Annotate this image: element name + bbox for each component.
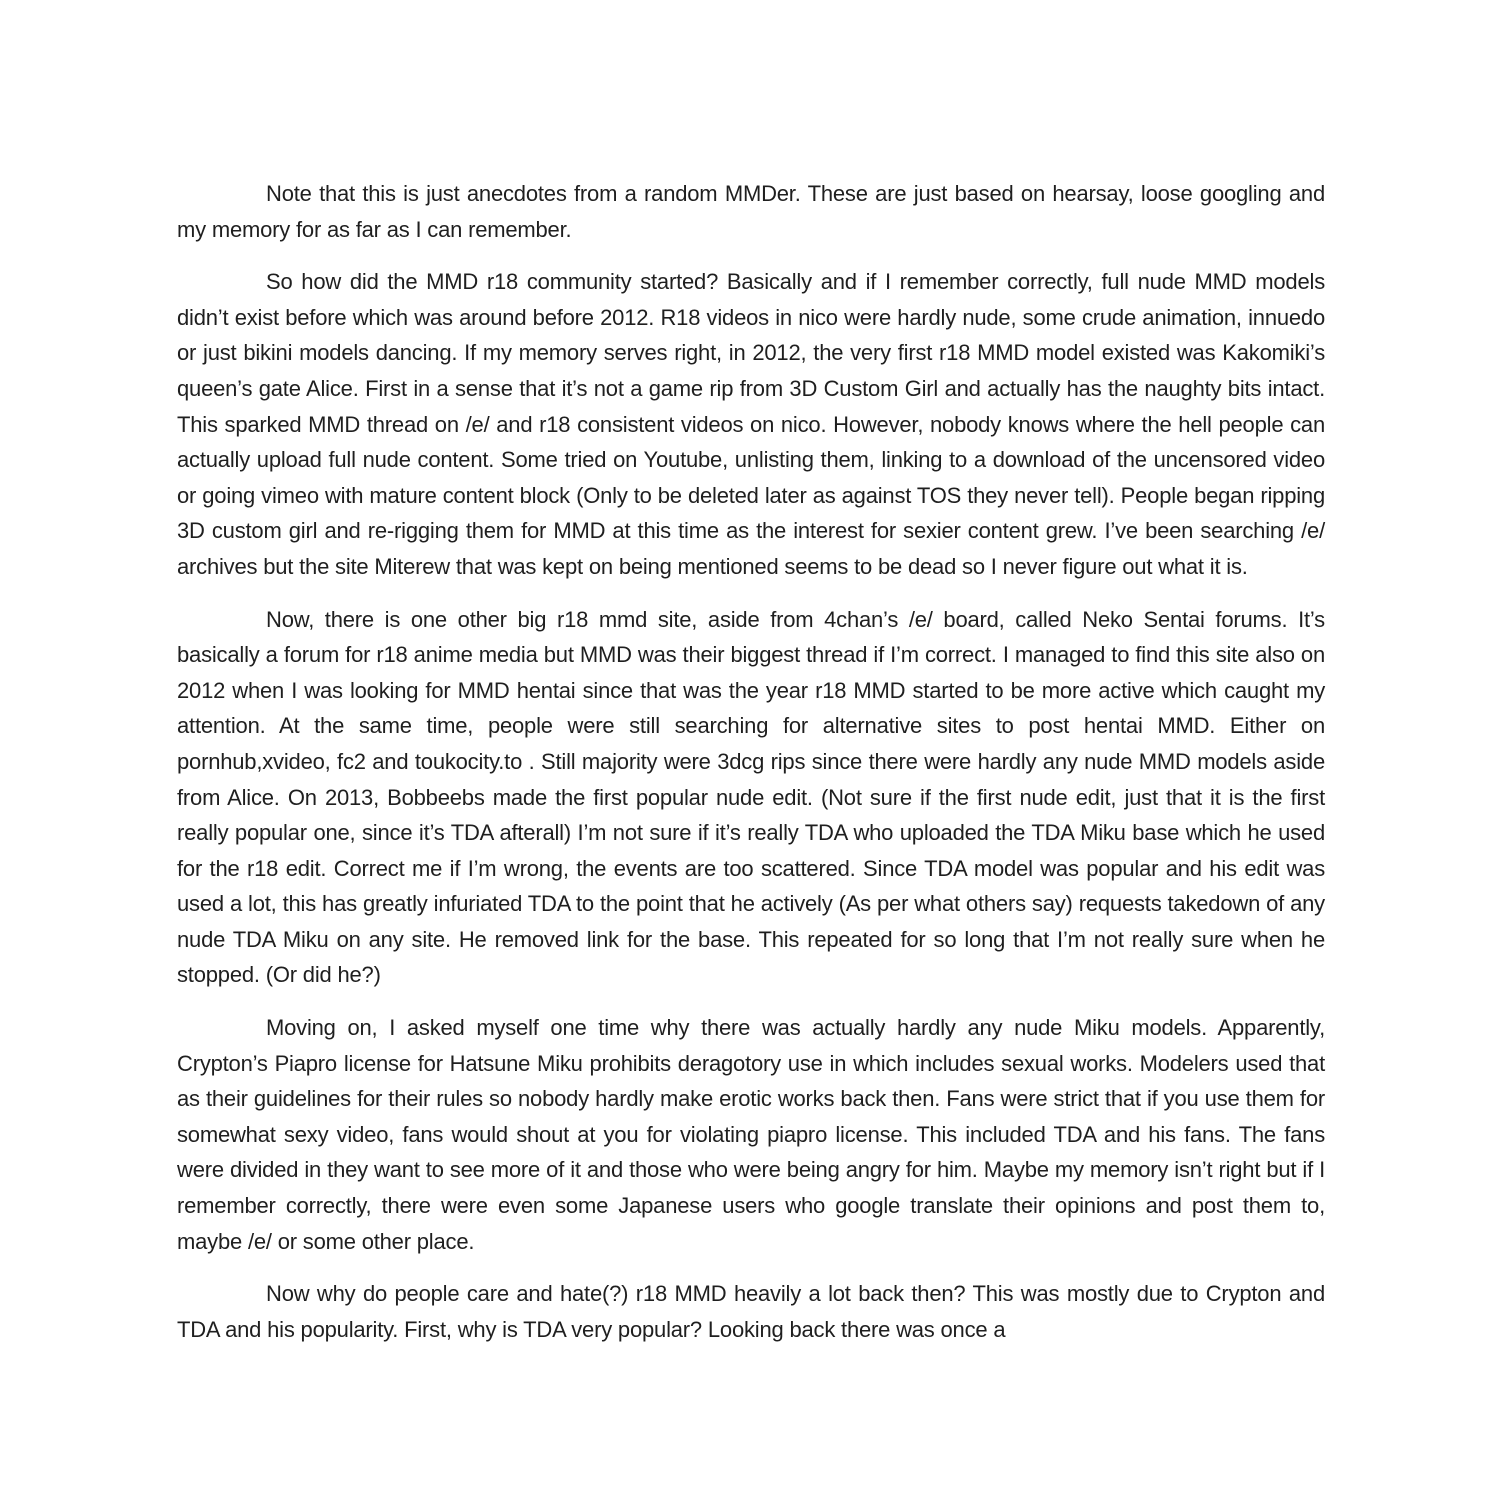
- paragraph-community-origin: So how did the MMD r18 community started? Basically and if I remember correctly, full nude MMD models didn’t exist before which was around before 2012. R18 videos in nico were hardly nude, some crude animation, innuedo or just bikini models dancing. If my memory serves right, in 2012, the very first r18 MMD model existed was Kakomiki’s queen’s gate Alice. First in a sense that it’s not a game rip from 3D Custom Girl and actually has the naughty bits intact. This sparked MMD thread on /e/ and r18 consistent videos on nico. However, nobody knows where the hell people can actually upload full nude content. Some tried on Youtube, unlisting them, linking to a download of the uncensored video or going vimeo with mature content block (Only to be deleted later as against TOS they never tell). People began ripping 3D custom girl and re-rigging them for MMD at this time as the interest for sexier content grew. I’ve been searching /e/ archives but the site Miterew that was kept on being mentioned seems to be dead so I never figure out what it is.: [177, 269, 1325, 579]
- paragraph-intro-note: Note that this is just anecdotes from a random MMDer. These are just based on hearsay, loose googling and my memory for as far as I can remember.: [177, 181, 1325, 242]
- body-text: [177, 176, 1325, 1364]
- paragraph-piapro-license: Moving on, I asked myself one time why there was actually hardly any nude Miku models. Apparently, Crypton’s Piapro license for Hatsune Miku prohibits deragotory use in which includes sexual works. Modelers used that as their guidelines for their rules so nobody hardly make erotic works back then. Fans were strict that if you use them for somewhat sexy video, fans would shout at you for violating piapro license. This included TDA and his fans. The fans were divided in they want to see more of it and those who were being angry for him. Maybe my memory isn’t right but if I remember correctly, there were even some Japanese users who google translate their opinions and post them to, maybe /e/ or some other place.: [177, 1015, 1325, 1254]
- paragraph-neko-sentai: Now, there is one other big r18 mmd site, aside from 4chan’s /e/ board, called Neko Sentai forums. It’s basically a forum for r18 anime media but MMD was their biggest thread if I’m correct. I managed to find this site also on 2012 when I was looking for MMD hentai since that was the year r18 MMD started to be more active which caught my attention. At the same time, people were still searching for alternative sites to post hentai MMD. Either on pornhub,xvideo, fc2 and toukocity.to . Still majority were 3dcg rips since there were hardly any nude MMD models aside from Alice. On 2013, Bobbeebs made the first popular nude edit. (Not sure if the first nude edit, just that it is the first really popular one, since it’s TDA afterall) I’m not sure if it’s really TDA who uploaded the TDA Miku base which he used for the r18 edit. Correct me if I’m wrong, the events are too scattered. Since TDA model was popular and his edit was used a lot, this has greatly infuriated TDA to the point that he actively (As per what others say) requests takedown of any nude TDA Miku on any site. He removed link for the base. This repeated for so long that I’m not really sure when he stopped. (Or did he?): [177, 606, 1325, 988]
- paragraph-why-people-care: Now why do people care and hate(?) r18 MMD heavily a lot back then? This was mostly due to Crypton and TDA and his popularity. First, why is TDA very popular? Looking back there was once a: [177, 1281, 1325, 1342]
